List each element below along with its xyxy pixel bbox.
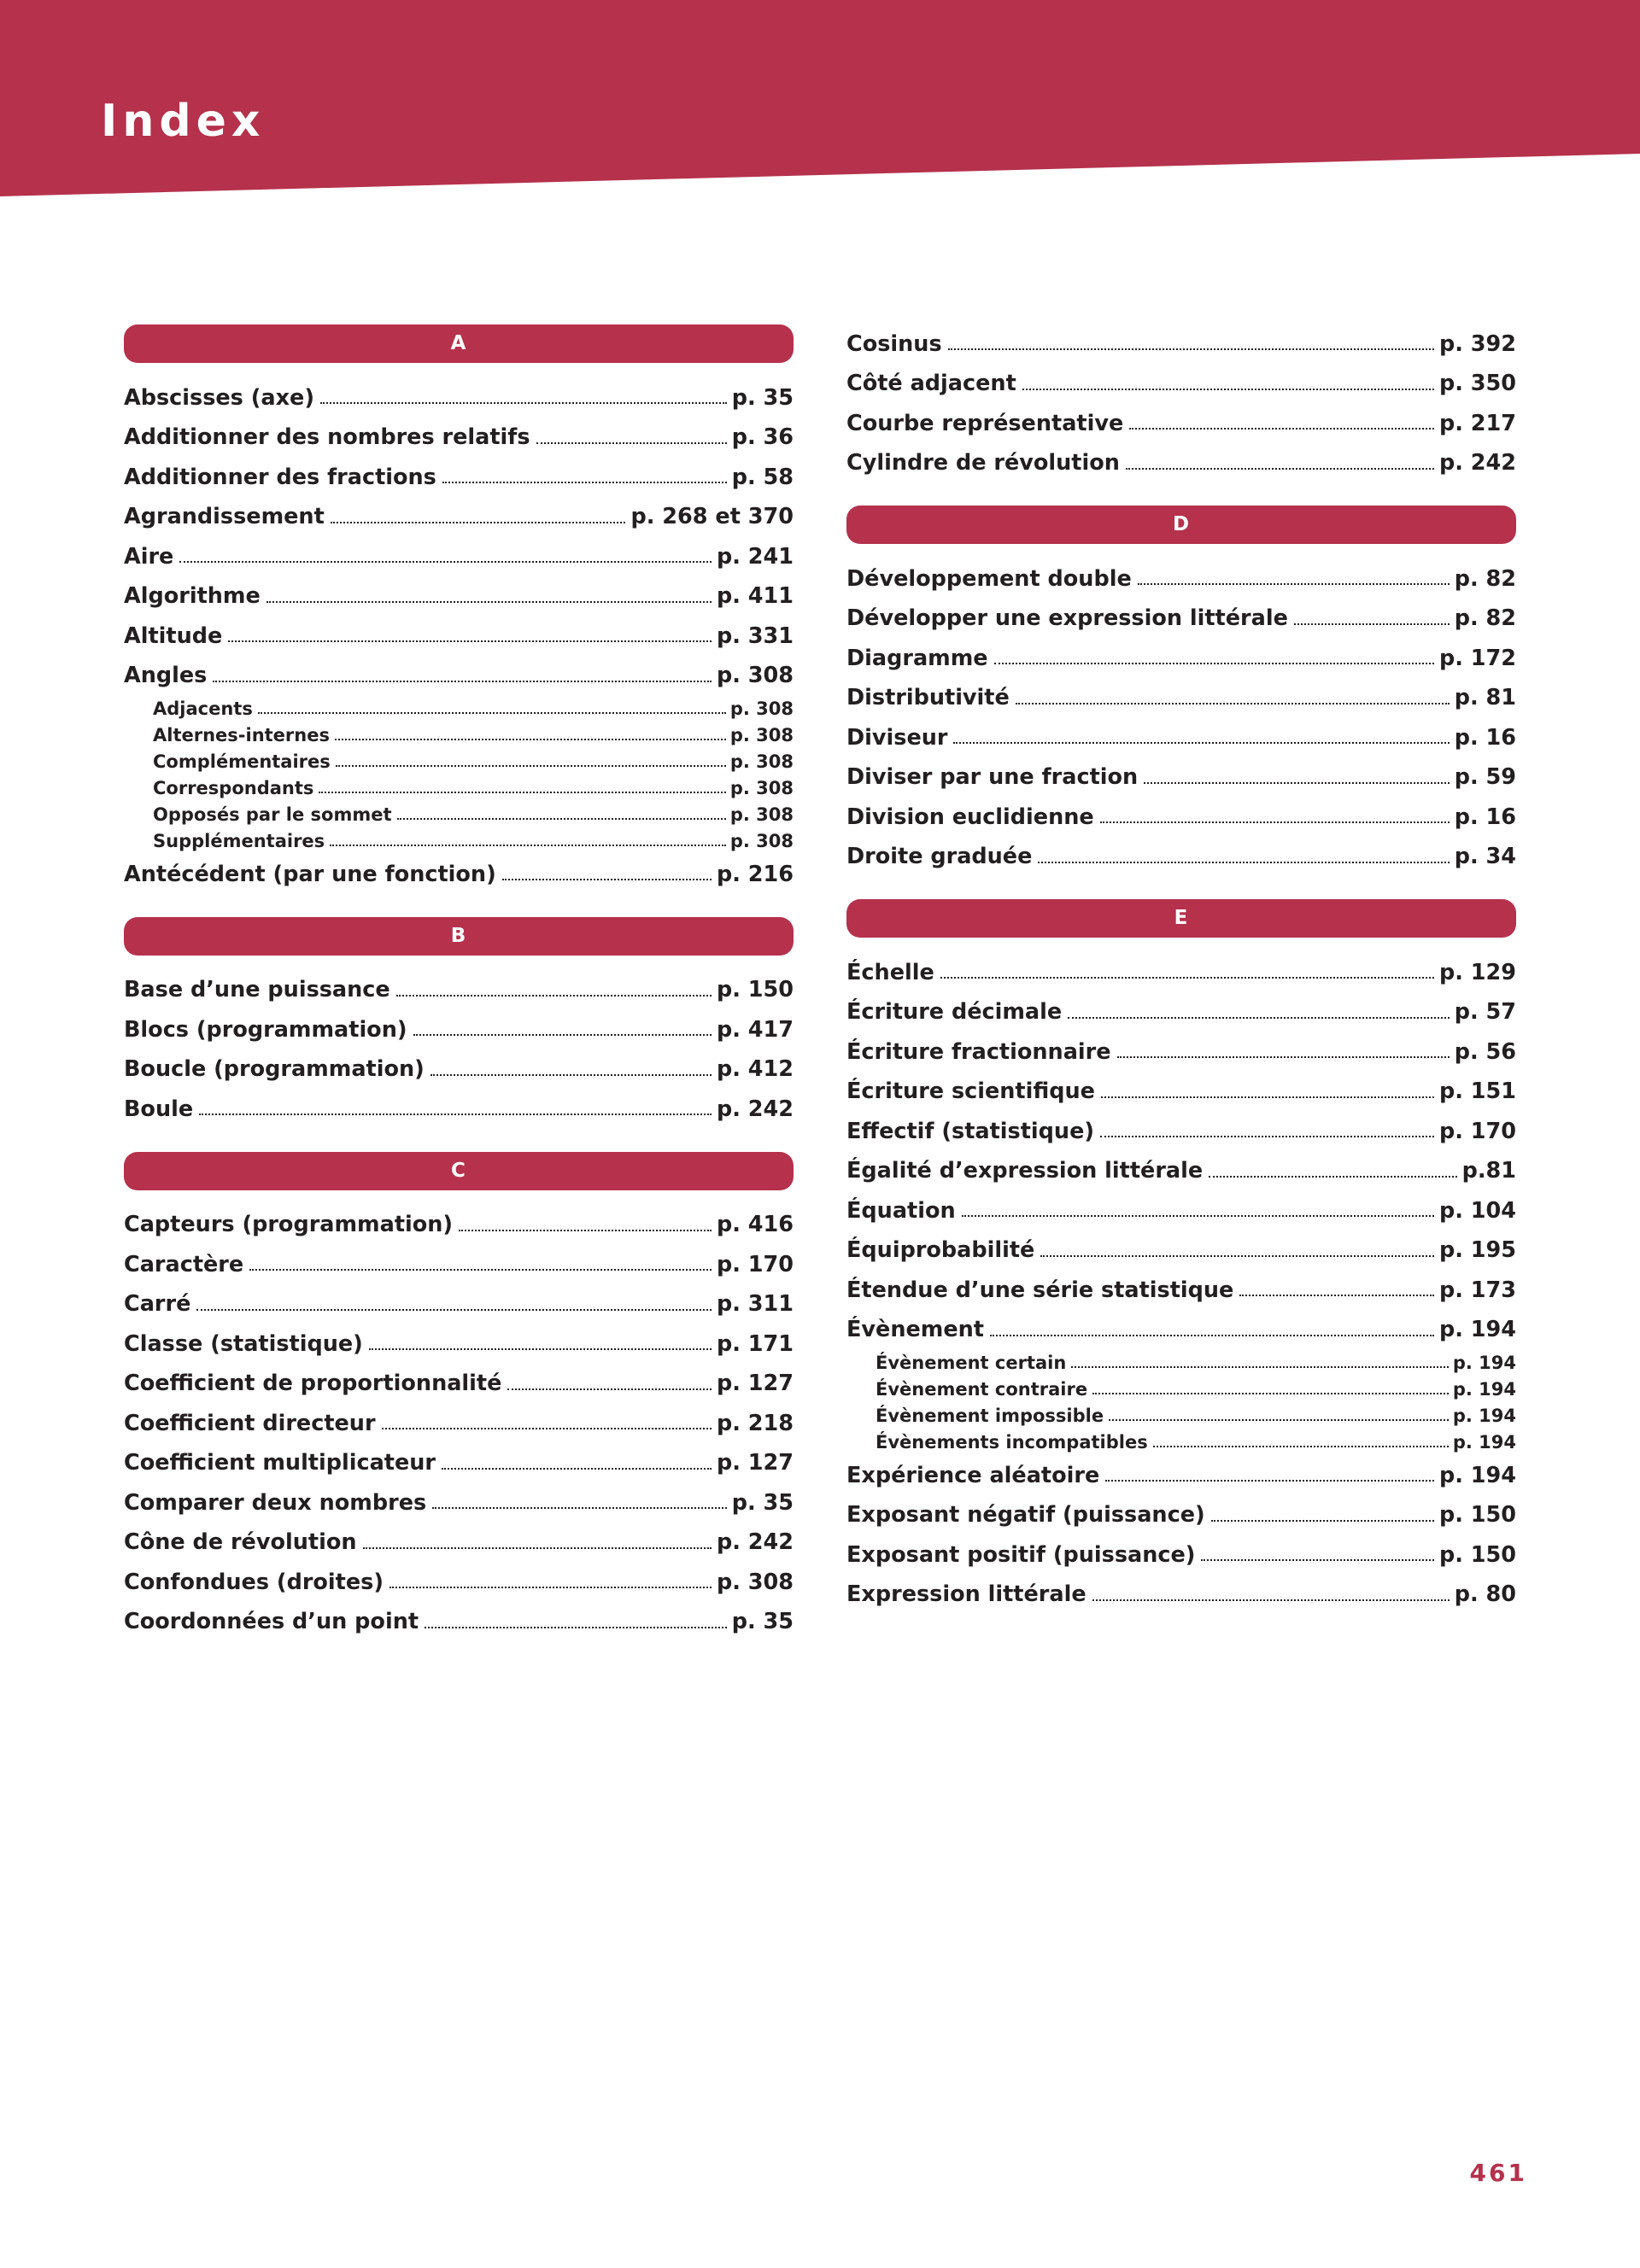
- leader-dots: [213, 681, 712, 682]
- index-entry-term: Côté adjacent: [846, 371, 1016, 396]
- index-entry[interactable]: [846, 1271, 1516, 1311]
- leader-dots: [442, 1468, 712, 1470]
- index-entry-term: Blocs (programmation): [124, 1016, 407, 1043]
- index-entry-term: Boucle (programmation): [124, 1056, 425, 1082]
- index-entry[interactable]: [846, 1456, 1516, 1496]
- index-entry-page: p. 194: [1438, 1462, 1516, 1488]
- index-entry-term: Développer une expression littérale: [846, 605, 1288, 631]
- leader-dots: [1126, 468, 1434, 470]
- leader-dots: [179, 561, 712, 563]
- index-entry[interactable]: [846, 953, 1516, 993]
- index-entry[interactable]: [124, 1563, 794, 1603]
- index-entry-term: Cône de révolution: [124, 1529, 357, 1555]
- index-entry-term: Correspondants: [153, 778, 314, 798]
- index-entry-term: Aire: [124, 543, 174, 570]
- index-entry[interactable]: [846, 1231, 1516, 1271]
- leader-dots: [413, 1034, 712, 1036]
- index-entry-term: Évènement: [846, 1317, 984, 1342]
- index-entry-term: Évènements incompatibles: [876, 1432, 1148, 1453]
- leader-dots: [430, 1074, 712, 1076]
- index-entry-term: Agrandissement: [124, 504, 325, 529]
- index-entry-page: p. 82: [1454, 605, 1516, 631]
- index-entry[interactable]: [846, 639, 1516, 679]
- index-entry[interactable]: [846, 444, 1516, 484]
- index-entry[interactable]: [846, 758, 1516, 798]
- index-letter-band: C: [124, 1152, 794, 1190]
- index-entry-term: Effectif (statistique): [846, 1118, 1095, 1144]
- index-entry-page: p. 127: [716, 1450, 794, 1476]
- index-entry-page: p. 194: [1452, 1379, 1516, 1400]
- leader-dots: [319, 792, 725, 793]
- index-entry-page: p. 172: [1438, 645, 1516, 671]
- index-entry[interactable]: [124, 418, 794, 459]
- index-entry-term: Comparer deux nombres: [124, 1489, 427, 1516]
- leader-dots: [1040, 1255, 1434, 1257]
- index-entry[interactable]: [846, 404, 1516, 444]
- index-entry-page: p. 194: [1452, 1432, 1516, 1453]
- leader-dots: [382, 1428, 712, 1429]
- leader-dots: [962, 1215, 1434, 1217]
- index-entry-term: Droite graduée: [846, 844, 1033, 869]
- index-entry-term: Diagramme: [846, 645, 988, 671]
- index-entry-term: Altitude: [124, 623, 223, 649]
- leader-dots: [536, 442, 727, 444]
- index-entry-page: p. 242: [1438, 450, 1516, 476]
- index-entry[interactable]: [124, 577, 794, 617]
- index-subentry[interactable]: [876, 1403, 1516, 1429]
- index-entry-page: p. 36: [731, 424, 794, 450]
- index-entry[interactable]: [124, 1010, 794, 1050]
- index-entry-page: p. 308: [716, 1569, 794, 1595]
- leader-dots: [258, 712, 726, 714]
- index-entry-page: p. 308: [729, 699, 794, 719]
- index-column: [124, 324, 794, 1642]
- index-entry-term: Exposant négatif (puissance): [846, 1502, 1205, 1528]
- index-entry-term: Diviser par une fraction: [846, 764, 1139, 790]
- index-entry[interactable]: [846, 1575, 1516, 1616]
- index-column: [846, 324, 1516, 1642]
- index-entry-page: p. 56: [1454, 1038, 1516, 1065]
- index-entry[interactable]: [846, 1073, 1516, 1113]
- index-entry-term: Étendue d’une série statistique: [846, 1277, 1234, 1303]
- leader-dots: [1092, 1599, 1450, 1601]
- index-entry-term: Abscisses (axe): [124, 384, 314, 411]
- index-entry-page: p. 150: [1438, 1541, 1516, 1568]
- index-entry[interactable]: [124, 1324, 794, 1365]
- index-entry-term: Supplémentaires: [153, 831, 325, 851]
- leader-dots: [1129, 428, 1434, 430]
- index-entry-page: p. 57: [1454, 999, 1516, 1025]
- index-entry-term: Évènement impossible: [876, 1406, 1104, 1426]
- index-entry-page: p. 194: [1452, 1406, 1516, 1426]
- index-entry-page: p. 308: [729, 725, 794, 745]
- index-entry[interactable]: [124, 1483, 794, 1523]
- index-letter-band: A: [124, 324, 794, 363]
- leader-dots: [1092, 1393, 1449, 1394]
- leader-dots: [425, 1627, 727, 1628]
- index-subentry[interactable]: [153, 775, 794, 802]
- leader-dots: [940, 977, 1434, 979]
- index-entry-term: Équation: [846, 1197, 956, 1224]
- index-subentry[interactable]: [876, 1429, 1516, 1456]
- leader-dots: [330, 845, 726, 846]
- leader-dots: [196, 1309, 712, 1311]
- index-entry-term: Cosinus: [846, 330, 942, 357]
- index-entry[interactable]: [124, 1365, 794, 1405]
- index-entry[interactable]: [124, 378, 794, 418]
- index-entry-page: p. 218: [716, 1410, 794, 1436]
- index-entry-term: Cylindre de révolution: [846, 450, 1120, 476]
- index-entry-term: Écriture scientifique: [846, 1078, 1095, 1104]
- leader-dots: [369, 1348, 712, 1350]
- index-entry-term: Boule: [124, 1096, 194, 1122]
- leader-dots: [1117, 1056, 1450, 1058]
- index-entry[interactable]: [124, 855, 794, 895]
- index-entry-page: p.81: [1461, 1158, 1516, 1184]
- index-entry-term: Caractère: [124, 1251, 244, 1277]
- index-entry-page: p. 34: [1454, 844, 1516, 869]
- index-entry[interactable]: [846, 1152, 1516, 1192]
- index-entry-term: Coefficient de proportionnalité: [124, 1371, 502, 1396]
- index-entry-term: Diviseur: [846, 724, 948, 751]
- index-entry[interactable]: [124, 1285, 794, 1325]
- leader-dots: [502, 879, 712, 880]
- index-entry[interactable]: [124, 1603, 794, 1643]
- index-entry[interactable]: [846, 1112, 1516, 1152]
- index-subentry[interactable]: [153, 696, 794, 722]
- leader-dots: [249, 1269, 712, 1271]
- leader-dots: [953, 742, 1449, 744]
- leader-dots: [1144, 782, 1450, 784]
- leader-dots: [1100, 821, 1450, 823]
- index-entry-page: p. 80: [1454, 1581, 1516, 1607]
- index-entry[interactable]: [846, 1496, 1516, 1536]
- index-entry-page: p. 242: [716, 1529, 794, 1555]
- index-entry-page: p. 151: [1438, 1078, 1516, 1104]
- index-columns: [0, 324, 1640, 1642]
- index-entry-page: p. 82: [1454, 565, 1516, 592]
- index-letter-band: B: [124, 917, 794, 956]
- index-entry[interactable]: [846, 993, 1516, 1033]
- index-subentry[interactable]: [153, 802, 794, 828]
- index-entry-term: Évènement contraire: [876, 1379, 1088, 1400]
- index-entry-term: Écriture fractionnaire: [846, 1038, 1111, 1065]
- index-page-body: [0, 324, 1640, 1642]
- index-entry-page: p. 308: [729, 751, 794, 772]
- index-entry-term: Division euclidienne: [846, 804, 1094, 830]
- index-entry-page: p. 331: [716, 623, 794, 649]
- leader-dots: [1100, 1136, 1434, 1137]
- index-subentry[interactable]: [153, 749, 794, 775]
- leader-dots: [948, 348, 1434, 350]
- index-entry[interactable]: [846, 559, 1516, 599]
- index-entry-page: p. 241: [716, 543, 794, 570]
- index-entry-term: Évènement certain: [876, 1353, 1067, 1373]
- leader-dots: [331, 522, 626, 523]
- folio-page-number: 461: [1469, 2159, 1527, 2187]
- leader-dots: [228, 640, 712, 642]
- index-entry-term: Coefficient directeur: [124, 1410, 376, 1436]
- index-entry[interactable]: [124, 971, 794, 1011]
- index-entry-page: p. 35: [731, 1609, 794, 1634]
- index-entry-term: Classe (statistique): [124, 1330, 363, 1357]
- index-entry-page: p. 195: [1438, 1237, 1516, 1263]
- index-entry[interactable]: [846, 1535, 1516, 1575]
- index-entry-page: p. 308: [729, 804, 794, 825]
- index-entry[interactable]: [846, 1191, 1516, 1231]
- index-entry-page: p. 268 et 370: [630, 504, 794, 529]
- leader-dots: [320, 402, 727, 404]
- index-entry-page: p. 129: [1438, 959, 1516, 985]
- index-entry-term: Opposés par le sommet: [153, 804, 392, 825]
- index-entry-term: Angles: [124, 663, 208, 688]
- index-subentry[interactable]: [876, 1377, 1516, 1403]
- index-entry-term: Exposant positif (puissance): [846, 1541, 1196, 1568]
- index-letter-band: D: [846, 506, 1516, 544]
- leader-dots: [432, 1507, 727, 1509]
- index-entry[interactable]: [846, 838, 1516, 878]
- index-entry[interactable]: [124, 537, 794, 577]
- index-entry[interactable]: [124, 1050, 794, 1090]
- index-entry[interactable]: [124, 1523, 794, 1564]
- index-entry-page: p. 308: [729, 831, 794, 851]
- index-entry[interactable]: [846, 679, 1516, 719]
- index-entry-term: Équiprobabilité: [846, 1237, 1035, 1263]
- index-entry-term: Développement double: [846, 565, 1132, 592]
- index-entry[interactable]: [124, 498, 794, 538]
- index-entry-term: Antécédent (par une fonction): [124, 861, 496, 887]
- index-entry-page: p. 194: [1438, 1317, 1516, 1342]
- index-subentry[interactable]: [876, 1350, 1516, 1377]
- leader-dots: [1016, 703, 1450, 704]
- index-entry-page: p. 16: [1454, 724, 1516, 751]
- index-entry-page: p. 216: [716, 861, 794, 887]
- index-entry[interactable]: [846, 1311, 1516, 1351]
- index-entry-term: Confondues (droites): [124, 1569, 384, 1595]
- index-entry[interactable]: [124, 458, 794, 498]
- index-entry-term: Écriture décimale: [846, 999, 1063, 1025]
- leader-dots: [507, 1388, 712, 1390]
- index-entry[interactable]: [124, 657, 794, 697]
- index-entry-term: Expérience aléatoire: [846, 1462, 1100, 1488]
- index-entry-term: Adjacents: [153, 699, 253, 719]
- index-entry-term: Additionner des nombres relatifs: [124, 424, 530, 450]
- index-entry-page: p. 416: [716, 1212, 794, 1237]
- leader-dots: [396, 995, 712, 997]
- index-entry[interactable]: [846, 599, 1516, 640]
- leader-dots: [1138, 583, 1450, 585]
- index-entry-page: p. 308: [729, 778, 794, 798]
- index-entry[interactable]: [846, 324, 1516, 365]
- index-entry-term: Complémentaires: [153, 751, 331, 772]
- index-entry-term: Expression littérale: [846, 1581, 1086, 1607]
- leader-dots: [442, 482, 727, 483]
- leader-dots: [994, 663, 1434, 664]
- leader-dots: [1022, 389, 1434, 390]
- index-entry[interactable]: [124, 1245, 794, 1285]
- leader-dots: [1294, 623, 1450, 625]
- index-entry-term: Égalité d’expression littérale: [846, 1158, 1204, 1184]
- index-entry-page: p. 81: [1454, 685, 1516, 710]
- index-entry[interactable]: [846, 798, 1516, 838]
- index-entry-term: Carré: [124, 1291, 191, 1317]
- index-entry-page: p. 392: [1438, 330, 1516, 357]
- index-entry-page: p. 417: [716, 1016, 794, 1043]
- index-entry-term: Alternes-internes: [153, 725, 330, 745]
- leader-dots: [397, 818, 726, 820]
- leader-dots: [1211, 1520, 1434, 1522]
- index-entry[interactable]: [124, 1206, 794, 1246]
- leader-dots: [199, 1114, 712, 1115]
- index-entry[interactable]: [124, 1444, 794, 1484]
- index-letter-band: E: [846, 899, 1516, 938]
- index-entry-page: p. 171: [716, 1330, 794, 1357]
- index-entry-page: p. 308: [716, 663, 794, 688]
- index-entry-term: Coordonnées d’un point: [124, 1609, 419, 1634]
- page-title: Index: [101, 96, 266, 147]
- index-entry-page: p. 58: [731, 464, 794, 490]
- leader-dots: [459, 1230, 712, 1231]
- index-entry-page: p. 412: [716, 1056, 794, 1082]
- leader-dots: [1071, 1366, 1449, 1368]
- index-entry-term: Distributivité: [846, 685, 1010, 710]
- index-entry-page: p. 150: [1438, 1502, 1516, 1528]
- leader-dots: [1068, 1017, 1450, 1019]
- index-entry-page: p. 170: [716, 1251, 794, 1277]
- index-entry-page: p. 35: [731, 384, 794, 411]
- index-entry-page: p. 311: [716, 1291, 794, 1317]
- leader-dots: [335, 739, 726, 740]
- index-entry[interactable]: [124, 617, 794, 657]
- index-entry-page: p. 170: [1438, 1118, 1516, 1144]
- index-entry-term: Courbe représentative: [846, 410, 1124, 436]
- index-entry[interactable]: [846, 1032, 1516, 1073]
- index-entry-page: p. 150: [716, 977, 794, 1002]
- index-entry[interactable]: [124, 1404, 794, 1444]
- index-entry[interactable]: [124, 1090, 794, 1130]
- index-entry-page: p. 242: [716, 1096, 794, 1122]
- index-entry-term: Capteurs (programmation): [124, 1212, 454, 1237]
- leader-dots: [1101, 1096, 1434, 1098]
- index-entry-page: p. 411: [716, 583, 794, 609]
- index-entry-page: p. 16: [1454, 804, 1516, 830]
- leader-dots: [1105, 1480, 1434, 1482]
- index-entry-page: p. 217: [1438, 410, 1516, 436]
- leader-dots: [1109, 1419, 1449, 1421]
- index-entry-term: Coefficient multiplicateur: [124, 1450, 436, 1476]
- leader-dots: [1038, 862, 1449, 863]
- index-entry[interactable]: [846, 365, 1516, 405]
- index-subentry[interactable]: [153, 828, 794, 855]
- index-entry-page: p. 127: [716, 1371, 794, 1396]
- index-entry[interactable]: [846, 718, 1516, 758]
- index-entry-page: p. 104: [1438, 1197, 1516, 1224]
- leader-dots: [1153, 1446, 1449, 1447]
- index-entry-page: p. 35: [731, 1489, 794, 1516]
- index-entry-page: p. 59: [1454, 764, 1516, 790]
- index-entry-term: Échelle: [846, 959, 934, 985]
- index-entry-term: Additionner des fractions: [124, 464, 436, 490]
- index-subentry[interactable]: [153, 722, 794, 749]
- leader-dots: [336, 765, 726, 767]
- leader-dots: [266, 601, 712, 603]
- leader-dots: [1209, 1176, 1456, 1178]
- index-entry-page: p. 173: [1438, 1277, 1516, 1303]
- leader-dots: [1201, 1559, 1434, 1561]
- leader-dots: [1239, 1295, 1434, 1296]
- index-entry-page: p. 350: [1438, 371, 1516, 396]
- leader-dots: [990, 1335, 1434, 1336]
- leader-dots: [363, 1547, 712, 1549]
- index-entry-term: Base d’une puissance: [124, 977, 390, 1002]
- leader-dots: [390, 1587, 712, 1588]
- index-entry-term: Algorithme: [124, 583, 261, 609]
- index-entry-page: p. 194: [1452, 1353, 1516, 1373]
